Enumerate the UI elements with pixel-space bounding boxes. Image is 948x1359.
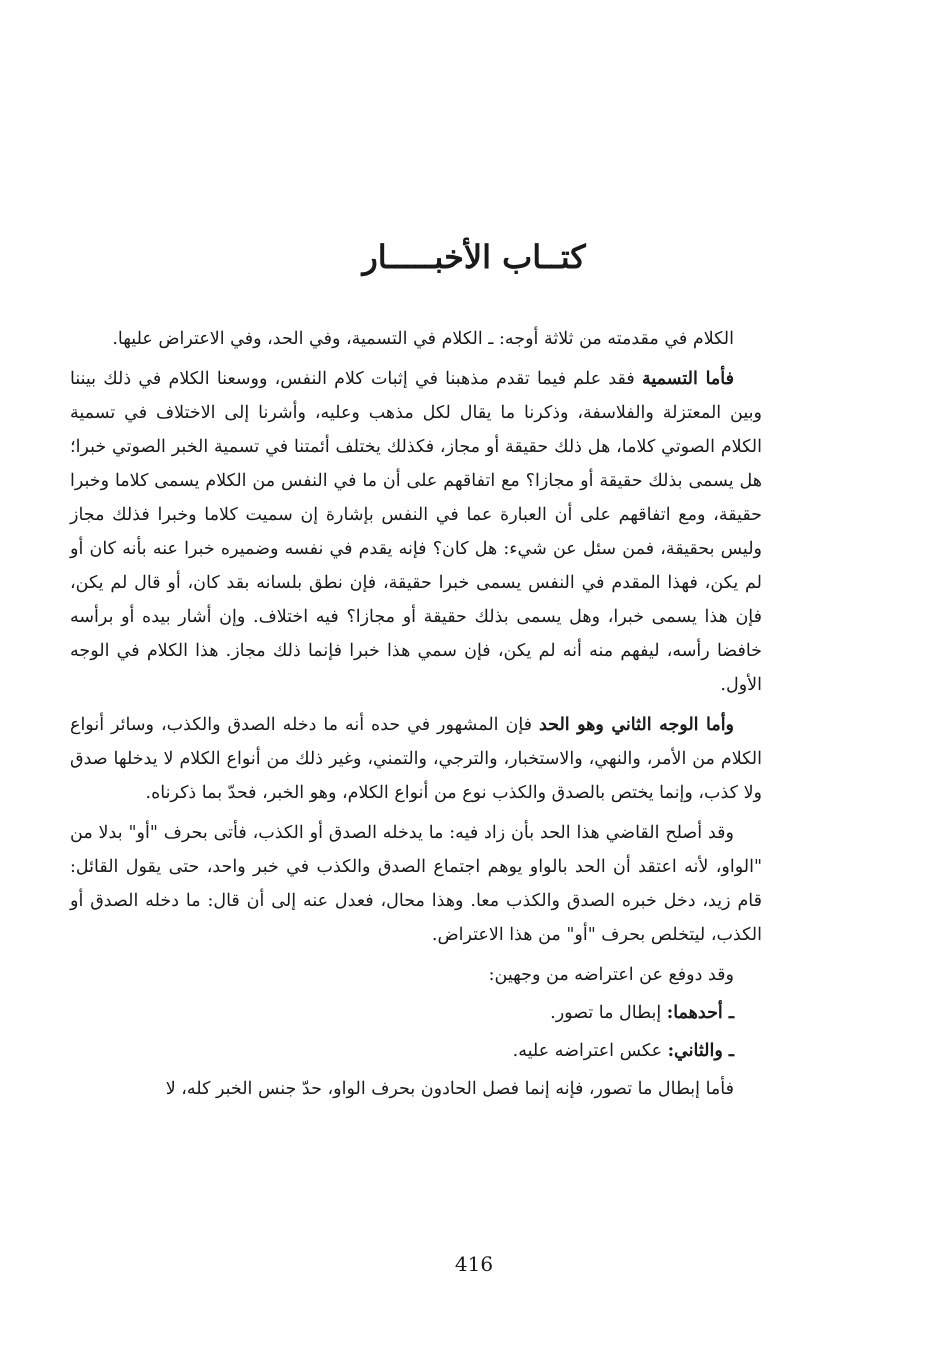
definition-text: فإن المشهور في حده أنه ما دخله الصدق والكذب، وسائر أنواع الكلام من الأمر، والنهي، والاستخبار، والترجي، والتمني، وغير ذلك من أنواع الكلام لا يدخلها صدق ولا كذب، وإنما يختص بالصدق والكذب نوع من أنواع الكلام، وهو الخبر، فحدّ بما ذكرناه. [70, 715, 762, 803]
paragraph-final: فأما إبطال ما تصور، فإنه إنما فصل الحادون بحرف الواو، حدّ جنس الخبر كله، لا [165, 1079, 734, 1099]
chapter-title: كتــاب الأخبـــــار [362, 238, 586, 276]
definition-lead: وأما الوجه الثاني وهو الحد [538, 715, 735, 735]
paragraph-second [70, 1034, 762, 1068]
naming-lead: فأما التسمية [641, 369, 734, 389]
paragraph-first [70, 996, 762, 1030]
paragraph-definition [70, 708, 762, 810]
second-lead: ـ والثاني: [667, 1041, 734, 1061]
paragraph-objection: وقد دوفع عن اعتراضه من وجهين: [488, 965, 734, 985]
page-number: 416 [454, 1252, 494, 1276]
naming-text: فقد علم فيما تقدم مذهبنا في إثبات كلام النفس، ووسعنا الكلام في ذلك بيننا وبين المعتزلة والفلاسفة، وذكرنا ما يقال لكل مذهب وعليه، وأشرنا إلى الاختلاف في تسمية الكلام الصوتي كلاما، هل ذلك حقيقة أو مجاز، فكذلك يختلف أئمتنا في تسمية الخبر الصوتي خبرا؛ هل يسمى بذلك حقيقة أو مجازا؟ مع اتفاقهم على أن ما في النفس من الكلام يسمى كلاما وخبرا حقيقة، ومع اتفاقهم على أن العبارة عما في النفس بإشارة إن سميت كلاما وخبرا فذلك مجاز وليس بحقيقة، فمن سئل عن شيء: هل كان؟ فإنه يقدم في نفسه وضميره خبرا عنه بأنه كان أو لم يكن، فهذا المقدم في النفس يسمى خبرا حقيقة، فإن نطق بلسانه بقد كان، أو قال لم يكن، فإن هذا يسمى خبرا، وهل يسمى بذلك حقيقة أو مجازا؟ فيه اختلاف. وإن أشار بيده أو برأسه خافضا رأسه، ليفهم منه أنه لم يكن، فإن سمي هذا خبرا فإنما ذلك مجاز. هذا الكلام في الوجه الأول. [70, 369, 762, 695]
paragraph-naming [70, 362, 762, 702]
paragraph-qadi: وقد أصلح القاضي هذا الحد بأن زاد فيه: ما يدخله الصدق أو الكذب، فأتى بحرف "أو" بدلا من "الواو، لأنه اعتقد أن الحد بالواو يوهم اجتماع الصدق والكذب في خبر واحد، حتى يقول القائل: قام زيد، دخل خبره الصدق والكذب معا. وهذا محال، فعدل عنه إلى أن قال: ما دخله الصدق أو الكذب، ليتخلص بحرف "أو" من هذا الاعتراض. [70, 823, 762, 945]
first-lead: ـ أحدهما: [666, 1003, 734, 1023]
body-text [70, 322, 762, 1112]
paragraph-intro: الكلام في مقدمته من ثلاثة أوجه: ـ الكلام في التسمية، وفي الحد، وفي الاعتراض عليها. [112, 329, 734, 349]
second-text: عكس اعتراضه عليه. [512, 1041, 668, 1061]
first-text: إبطال ما تصور. [550, 1003, 667, 1023]
